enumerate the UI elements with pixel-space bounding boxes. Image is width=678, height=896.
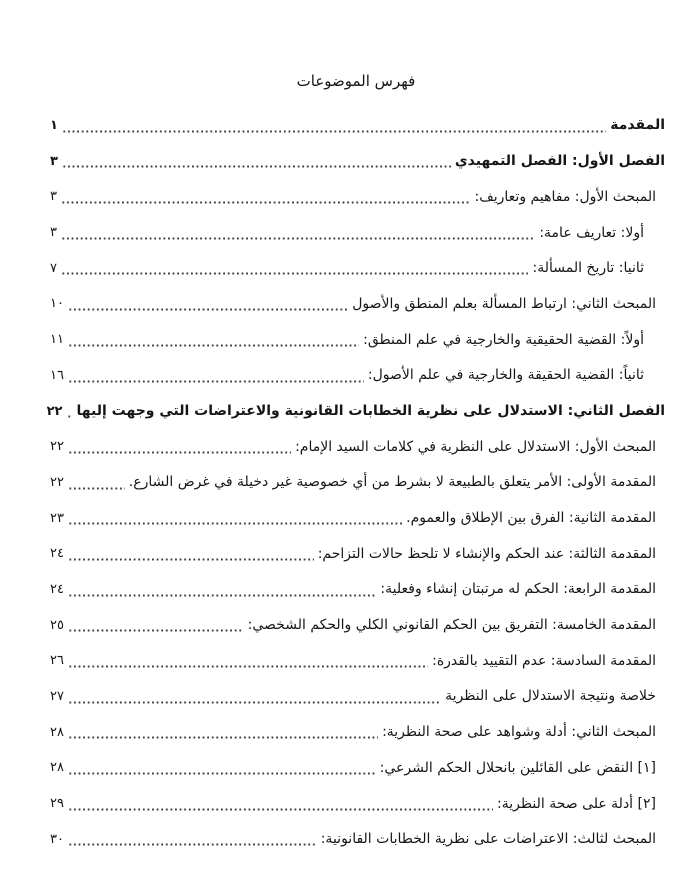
toc-entry-text: المبحث لثالث: الاعتراضات على نظرية الخطابات القانونية: xyxy=(320,831,656,848)
dot-leader xyxy=(68,679,441,715)
page-number: ٢٢ xyxy=(46,403,63,419)
dot-leader xyxy=(62,144,451,180)
page-number: ٢٧ xyxy=(50,689,64,705)
page-number: ٢٢ xyxy=(50,474,64,490)
toc-entry-text: ثانياً: القضية الحقيقة والخارجية في علم الأصول: xyxy=(367,367,644,384)
toc-entry-text: المبحث الأول: مفاهيم وتعاريف: xyxy=(474,188,656,205)
dot-leader xyxy=(67,394,73,430)
dot-leader xyxy=(68,358,364,394)
page-title: فهرس الموضوعات xyxy=(296,72,416,90)
toc-entry-text: المقدمة الثانية: الفرق بين الإطلاق والعموم. xyxy=(406,510,656,526)
toc-row xyxy=(0,501,678,537)
dot-leader xyxy=(68,822,317,858)
dot-leader xyxy=(68,536,314,572)
toc-row xyxy=(0,750,678,786)
page-number: ١ xyxy=(50,118,58,134)
toc-row xyxy=(0,179,678,215)
toc-row xyxy=(0,715,678,751)
page-number: ٢٨ xyxy=(50,760,64,776)
dot-leader xyxy=(68,501,402,537)
toc-entry-text: المقدمة الثالثة: عند الحكم والإنشاء لا تلحظ حالات التزاحم: xyxy=(317,545,656,562)
toc-row xyxy=(0,786,678,822)
toc-entry-text: المقدمة xyxy=(610,117,665,134)
dot-leader xyxy=(68,572,376,608)
toc-row xyxy=(0,144,678,180)
toc-entry-text: المقدمة السادسة: عدم التقييد بالقدرة: xyxy=(432,652,656,669)
page-number: ٢٨ xyxy=(50,724,64,740)
toc-entry-text: المقدمة الرابعة: الحكم له مرتبتان إنشاء وفعلية: xyxy=(380,581,656,598)
toc-entry-text: أولاً: القضية الحقيقية والخارجية في علم المنطق: xyxy=(363,331,644,348)
toc-row xyxy=(0,536,678,572)
page-number: ٢٩ xyxy=(50,796,64,812)
dot-leader xyxy=(61,251,529,287)
toc-row xyxy=(0,429,678,465)
toc-row xyxy=(0,108,678,144)
toc-row xyxy=(0,322,678,358)
dot-leader xyxy=(68,322,359,358)
toc-entry-text: خلاصة ونتيجة الاستدلال على النظرية xyxy=(445,688,656,705)
dot-leader xyxy=(68,286,348,322)
toc-row xyxy=(0,608,678,644)
page-number: ٣ xyxy=(50,225,57,241)
dot-leader xyxy=(62,108,606,144)
page-number: ٢٥ xyxy=(50,617,64,633)
page-number: ٢٣ xyxy=(50,510,64,526)
toc-entry-text: [١] النقض على القائلين بانحلال الحكم الشرعي: xyxy=(379,759,656,776)
dot-leader xyxy=(61,215,535,251)
dot-leader xyxy=(68,715,378,751)
dot-leader xyxy=(68,608,244,644)
toc-entry-text: الفصل الأول: الفصل التمهيدي xyxy=(454,153,665,170)
dot-leader xyxy=(68,750,376,786)
page-number: ١٦ xyxy=(50,367,64,383)
dot-leader xyxy=(68,429,291,465)
page-number: ٢٤ xyxy=(50,581,64,597)
toc-entry-text: المبحث الثاني: أدلة وشواهد على صحة النظرية: xyxy=(382,724,656,741)
toc-row xyxy=(0,215,678,251)
toc-row xyxy=(0,822,678,858)
dot-leader xyxy=(68,465,125,501)
page-number: ٧ xyxy=(50,260,57,276)
toc-row xyxy=(0,358,678,394)
page-number: ٣ xyxy=(50,189,57,205)
toc-entry-text: المقدمة الخامسة: التفريق بين الحكم القانوني الكلي والحكم الشخصي: xyxy=(247,617,656,634)
table-of-contents xyxy=(0,108,678,857)
page-number: ٣ xyxy=(50,153,58,169)
page-number: ١٠ xyxy=(50,296,64,312)
toc-entry-text: الفصل الثاني: الاستدلال على نظرية الخطابات القانونية والاعتراضات التي وجهت إليها xyxy=(76,402,665,419)
toc-entry-text: [٢] أدلة على صحة النظرية: xyxy=(497,795,656,812)
toc-entry-text: المبحث الأول: الاستدلال على النظرية في كلامات السيد الإمام: xyxy=(295,438,656,455)
page-number: ٢٢ xyxy=(50,439,64,455)
toc-entry-text: المبحث الثاني: ارتباط المسألة بعلم المنطق والأصول xyxy=(352,295,656,312)
toc-row xyxy=(0,251,678,287)
dot-leader xyxy=(61,179,471,215)
toc-row xyxy=(0,465,678,501)
page-number: ٢٤ xyxy=(50,546,64,562)
toc-row xyxy=(0,572,678,608)
toc-entry-text: أولا: تعاريف عامة: xyxy=(539,224,644,241)
dot-leader xyxy=(68,786,493,822)
toc-entry-text: ثانيا: تاريخ المسألة: xyxy=(532,260,644,277)
toc-row xyxy=(0,643,678,679)
page-number: ١١ xyxy=(50,332,64,348)
dot-leader xyxy=(68,643,428,679)
toc-row xyxy=(0,286,678,322)
toc-row xyxy=(0,394,678,430)
page-number: ٣٠ xyxy=(50,831,64,847)
toc-row xyxy=(0,679,678,715)
toc-entry-text: المقدمة الأولى: الأمر يتعلق بالطبيعة لا بشرط من أي خصوصية غير دخيلة في غرض الشارع. xyxy=(128,474,656,491)
page-number: ٢٦ xyxy=(50,653,64,669)
